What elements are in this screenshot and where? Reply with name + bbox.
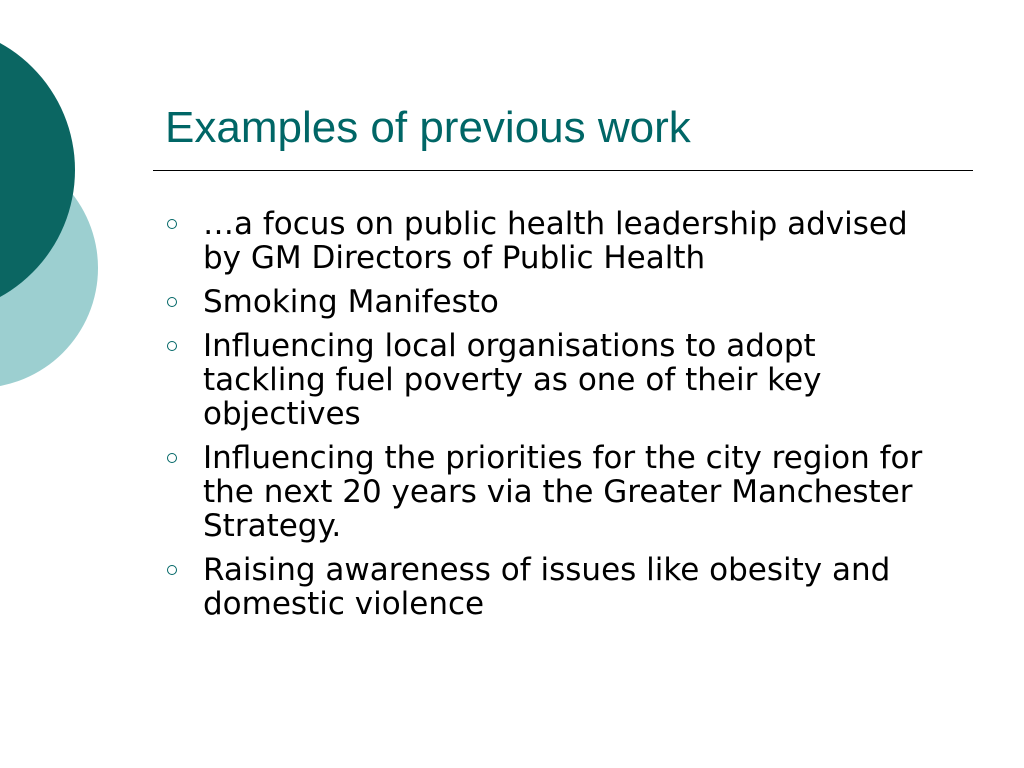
bullet-item xyxy=(165,553,945,621)
hollow-circle-bullet-icon xyxy=(167,565,177,575)
hollow-circle-bullet-icon xyxy=(167,297,177,307)
bullet-item xyxy=(165,207,945,275)
title-divider xyxy=(153,170,973,171)
bullet-text: Raising awareness of issues like obesity and domestic violence xyxy=(203,552,891,622)
bullet-list xyxy=(165,207,945,631)
slide-title: Examples of previous work xyxy=(165,103,691,152)
bullet-text: Smoking Manifesto xyxy=(203,284,499,320)
bullet-text: …a focus on public health leadership advised by GM Directors of Public Health xyxy=(203,206,908,276)
bullet-item xyxy=(165,329,945,431)
bullet-text: Influencing the priorities for the city region for the next 20 years via the Greater Manchester Strategy. xyxy=(203,440,923,544)
hollow-circle-bullet-icon xyxy=(167,219,177,229)
bullet-item xyxy=(165,285,945,319)
bullet-text: Influencing local organisations to adopt tackling fuel poverty as one of their key objectives xyxy=(203,328,822,432)
hollow-circle-bullet-icon xyxy=(167,341,177,351)
hollow-circle-bullet-icon xyxy=(167,453,177,463)
bullet-item xyxy=(165,441,945,543)
